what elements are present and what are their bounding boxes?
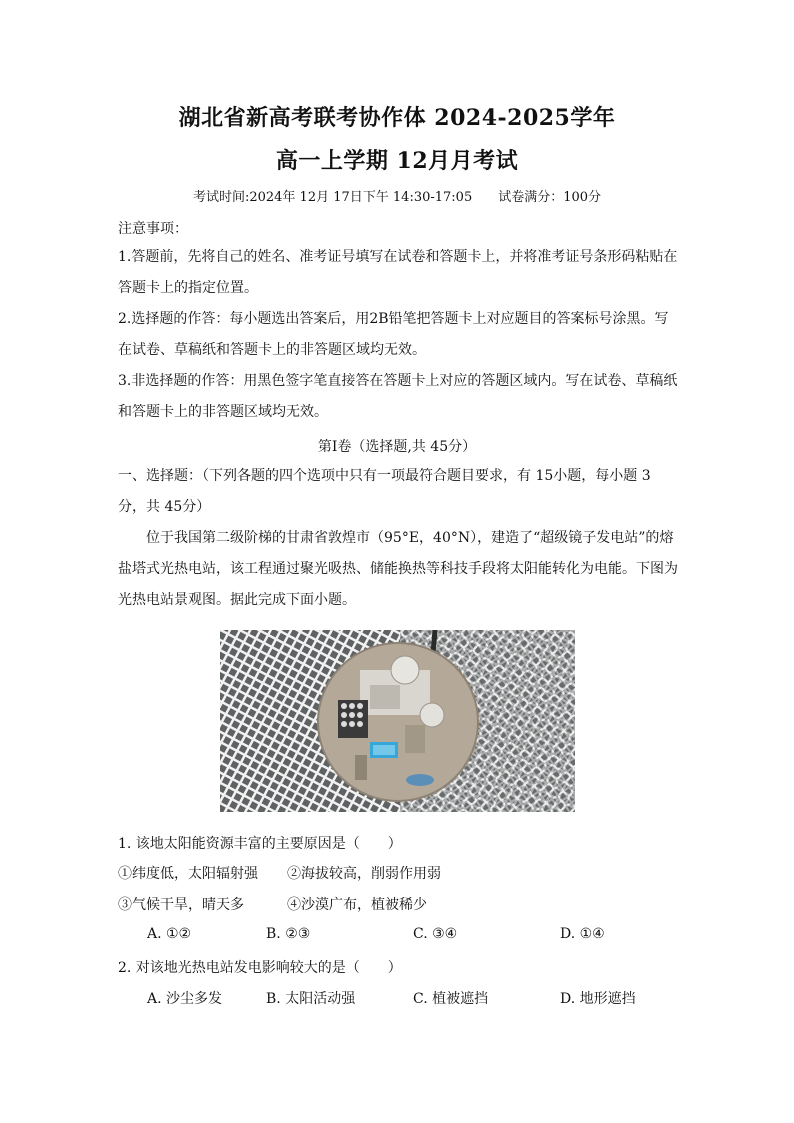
notes-heading: 注意事项： bbox=[118, 221, 188, 237]
section-instruction: 一、选择题：（下列各题的四个选项中只有一项最符合题目要求，有 15小题，每小题 3分，共 45分） bbox=[118, 468, 651, 515]
question-1-stem: 1. 该地太阳能资源丰富的主要原因是（ ） bbox=[118, 836, 402, 852]
full-score: 试卷满分：100分 bbox=[498, 190, 602, 205]
section-title: 第Ⅰ卷（选择题,共 45分） bbox=[317, 439, 477, 455]
exam-title-line1: 湖北省新高考联考协作体 2024-2025学年 bbox=[178, 105, 616, 131]
exam-meta bbox=[0, 186, 794, 205]
q1-option-c: C. ③④ bbox=[413, 926, 458, 942]
q2-option-a: A. 沙尘多发 bbox=[147, 991, 223, 1007]
q1-statement-2: ②海拔较高，削弱作用弱 bbox=[287, 866, 441, 882]
q1-statement-1: ①纬度低，太阳辐射强 bbox=[118, 866, 258, 882]
solar-power-station-photo bbox=[220, 630, 575, 812]
q2-option-d: D. 地形遮挡 bbox=[560, 991, 636, 1007]
note-item-1: 1.答题前，先将自己的姓名、准考证号填写在试卷和答题卡上，并将准考证号条形码粘贴在答题卡上的指定位置。 bbox=[118, 249, 678, 296]
q1-statement-3: ③气候干旱，晴天多 bbox=[118, 897, 244, 913]
note-item-3: 3.非选择题的作答：用黑色签字笔直接答在答题卡上对应的答题区域内。写在试卷、草稿纸和答题卡上的非答题区域均无效。 bbox=[118, 373, 678, 420]
exam-time: 考试时间:2024年 12月 17日下午 14:30-17:05 bbox=[192, 190, 473, 205]
q1-option-d: D. ①④ bbox=[560, 926, 605, 942]
question-passage: 位于我国第二级阶梯的甘肃省敦煌市（95°E，40°N），建造了“超级镜子发电站”的熔盐塔式光热电站，该工程通过聚光吸热、储能换热等科技手段将太阳能转化为电能。下图为光热电站景观图。据此完成下面小题。 bbox=[118, 530, 678, 608]
exam-title-line2: 高一上学期 12月月考试 bbox=[275, 148, 519, 174]
q1-option-a: A. ①② bbox=[147, 926, 192, 942]
q2-option-c: C. 植被遮挡 bbox=[413, 991, 489, 1007]
q1-statement-4: ④沙漠广布，植被稀少 bbox=[287, 897, 427, 913]
note-item-2: 2.选择题的作答：每小题选出答案后，用2B铅笔把答题卡上对应题目的答案标号涂黑。写在试卷、草稿纸和答题卡上的非答题区域均无效。 bbox=[118, 311, 669, 358]
q2-option-b: B. 太阳活动强 bbox=[266, 991, 356, 1007]
question-2-stem: 2. 对该地光热电站发电影响较大的是（ ） bbox=[118, 960, 402, 976]
q1-option-b: B. ②③ bbox=[266, 926, 311, 942]
